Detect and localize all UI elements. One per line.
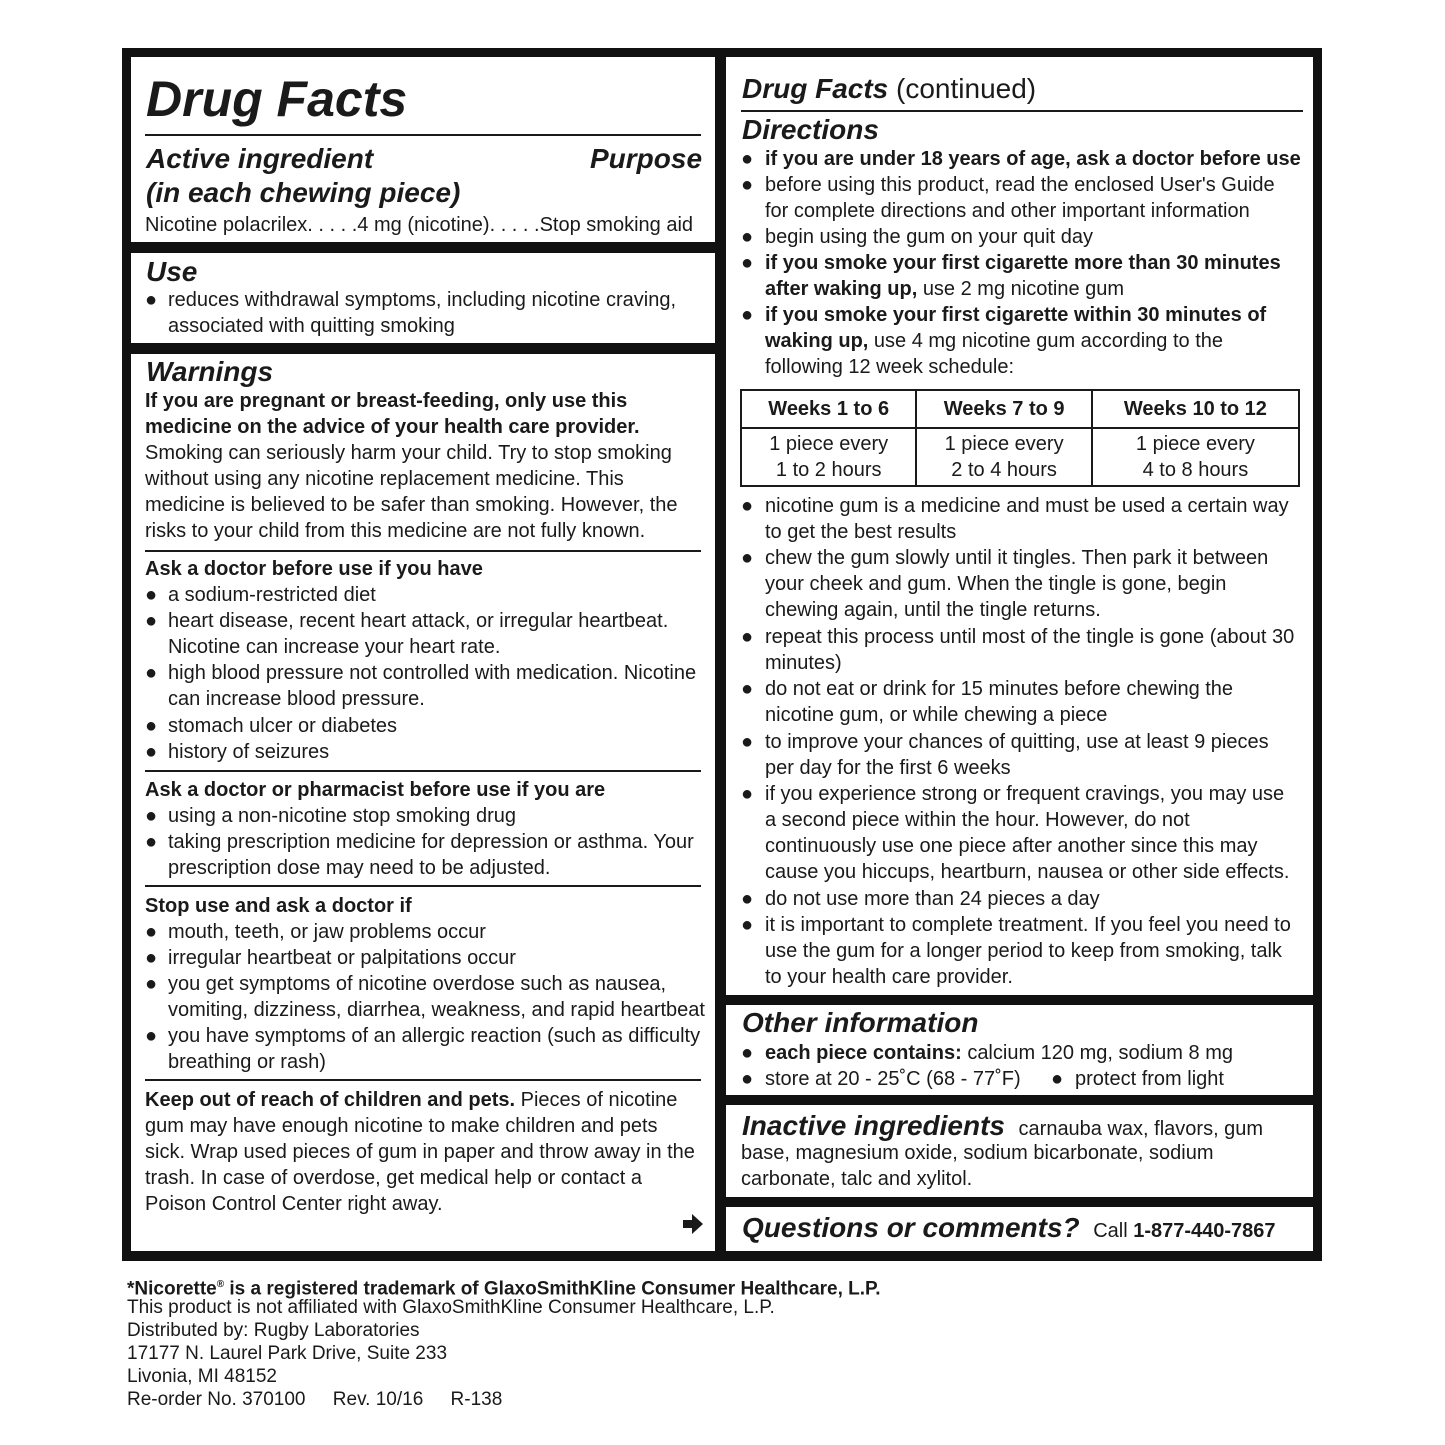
- schedule-cell: [1092, 428, 1299, 486]
- stop-use-item: you get symptoms of nicotine overdose such as nausea,: [168, 973, 667, 995]
- use-text-2: associated with quitting smoking: [168, 315, 455, 337]
- direction-item: if you smoke your first cigarette more than 30 minutes: [765, 252, 1281, 274]
- bullet: ●: [741, 174, 754, 196]
- continued-title: [742, 72, 1036, 106]
- direction-item: chewing again, until the tingle returns.: [765, 599, 1101, 621]
- direction-item: [765, 328, 1223, 354]
- bullet: ●: [741, 626, 754, 648]
- ask-doctor-item: can increase blood pressure.: [168, 688, 425, 710]
- use-heading: Use: [146, 256, 198, 287]
- direction-item: per day for the first 6 weeks: [765, 757, 1011, 779]
- direction-item: chew the gum slowly until it tingles. Then park it between: [765, 547, 1269, 569]
- direction-item: nicotine gum is a medicine and must be used a certain way: [765, 495, 1289, 517]
- inactive-heading: Inactive ingredients: [742, 1110, 1005, 1141]
- bullet: ●: [145, 610, 158, 632]
- other-info-bold: each piece contains:: [765, 1042, 962, 1064]
- bullet: ●: [145, 973, 158, 995]
- bullet: ●: [741, 226, 754, 248]
- schedule-cell-line: 1 to 2 hours: [775, 459, 882, 481]
- direction-item: following 12 week schedule:: [765, 356, 1015, 378]
- direction-item: to improve your chances of quitting, use at least 9 pieces: [765, 731, 1269, 753]
- direction-text: use 2 mg nicotine gum: [922, 278, 1125, 300]
- bullet: ●: [145, 831, 158, 853]
- keep-out-line: Poison Control Center right away.: [145, 1193, 443, 1215]
- active-ingredient-heading-2: (in each chewing piece): [146, 177, 461, 208]
- inactive-line: base, magnesium oxide, sodium bicarbonate, sodium: [741, 1142, 1214, 1164]
- pregnant-text-4: risks to your child from this medicine are not fully known.: [145, 520, 646, 542]
- pregnant-text-2: without using any nicotine replacement medicine. This: [145, 468, 624, 490]
- divider: [145, 770, 701, 772]
- direction-item: it is important to complete treatment. If you feel you need to: [765, 914, 1291, 936]
- dosing-schedule-table: [740, 389, 1300, 487]
- phone-number: 1-877-440-7867: [1133, 1220, 1276, 1242]
- footer-line: 17177 N. Laurel Park Drive, Suite 233: [127, 1343, 448, 1364]
- trademark-text: is a registered trademark of GlaxoSmithKline Consumer Healthcare, L.P.: [224, 1278, 881, 1300]
- bullet: ●: [145, 662, 158, 684]
- bullet: ●: [145, 289, 158, 311]
- table-row: [741, 428, 1299, 486]
- drug-facts-title: Drug Facts: [146, 71, 408, 127]
- bullet: ●: [741, 783, 754, 805]
- direction-item: continuously use one piece after another since this may: [765, 835, 1258, 857]
- keep-out-line-1: [145, 1087, 677, 1113]
- keep-out-line: sick. Wrap used pieces of gum in paper and throw away in the: [145, 1141, 695, 1163]
- direction-item: to get the best results: [765, 521, 957, 543]
- continue-arrow-icon: [682, 1212, 704, 1236]
- pregnant-text-1: Smoking can seriously harm your child. Try to stop smoking: [145, 442, 672, 464]
- registered-mark: ®: [216, 1279, 225, 1290]
- ask-doctor-item: stomach ulcer or diabetes: [168, 715, 398, 737]
- pregnant-warning-1: If you are pregnant or breast-feeding, only use this: [145, 390, 628, 412]
- inactive-line: carbonate, talc and xylitol.: [741, 1168, 973, 1190]
- bullet: ●: [741, 914, 754, 936]
- other-info-item: [765, 1040, 1233, 1066]
- direction-item: cause you hiccups, heartburn, nausea or other side effects.: [765, 861, 1290, 883]
- direction-item: if you are under 18 years of age, ask a doctor before use: [765, 148, 1301, 170]
- direction-item: to your health care provider.: [765, 966, 1013, 988]
- purpose-heading: Purpose: [590, 143, 703, 174]
- schedule-cell: [916, 428, 1091, 486]
- reorder-number: Re-order No. 370100: [127, 1389, 306, 1410]
- bullet: ●: [741, 304, 754, 326]
- revision-code: R-138: [450, 1389, 503, 1410]
- divider: [145, 1079, 701, 1081]
- ask-pharmacist-heading: Ask a doctor or pharmacist before use if you are: [145, 779, 606, 801]
- keep-out-line: trash. In case of overdose, get medical help or contact a: [145, 1167, 642, 1189]
- keep-out-line: gum may have enough nicotine to make children and pets: [145, 1115, 658, 1137]
- bullet: ●: [145, 584, 158, 606]
- bullet: ●: [145, 715, 158, 737]
- schedule-cell-line: 1 piece every: [1135, 433, 1255, 455]
- ask-doctor-item: a sodium-restricted diet: [168, 584, 376, 606]
- ask-pharmacist-item: taking prescription medicine for depression or asthma. Your: [168, 831, 694, 853]
- direction-item: do not use more than 24 pieces a day: [765, 888, 1100, 910]
- other-info-item: store at 20 - 25˚C (68 - 77˚F): [765, 1068, 1021, 1090]
- direction-item: minutes): [765, 652, 842, 674]
- call-label: Call: [1093, 1220, 1128, 1242]
- direction-item: begin using the gum on your quit day: [765, 226, 1093, 248]
- continued-rule: [741, 110, 1303, 112]
- bullet: ●: [145, 1025, 158, 1047]
- bullet: ●: [741, 731, 754, 753]
- title-rule: [145, 134, 701, 136]
- inactive-text: carnauba wax, flavors, gum: [1018, 1118, 1264, 1140]
- continued-title-main: Drug Facts: [742, 73, 889, 104]
- other-info-item: protect from light: [1075, 1068, 1224, 1090]
- stop-use-heading: Stop use and ask a doctor if: [145, 895, 412, 917]
- stop-use-item: mouth, teeth, or jaw problems occur: [168, 921, 486, 943]
- warnings-heading: Warnings: [146, 356, 274, 387]
- stop-use-item: breathing or rash): [168, 1051, 326, 1073]
- bullet: ●: [741, 148, 754, 170]
- footer-line: This product is not affiliated with GlaxoSmithKline Consumer Healthcare, L.P.: [127, 1297, 775, 1318]
- bullet: ●: [145, 805, 158, 827]
- direction-item: nicotine gum, or while chewing a piece: [765, 704, 1108, 726]
- stop-use-item: vomiting, dizziness, diarrhea, weakness, and rapid heartbeat: [168, 999, 705, 1021]
- schedule-cell-line: 1 piece every: [769, 433, 889, 455]
- ask-doctor-item: heart disease, recent heart attack, or irregular heartbeat.: [168, 610, 669, 632]
- stop-use-item: irregular heartbeat or palpitations occur: [168, 947, 516, 969]
- reorder-line: [127, 1389, 502, 1411]
- ask-pharmacist-item: prescription dose may need to be adjusted.: [168, 857, 551, 879]
- pregnant-warning-2: medicine on the advice of your health care provider.: [145, 416, 640, 438]
- revision: Rev. 10/16: [332, 1389, 424, 1410]
- active-ingredient-heading: Active ingredient: [146, 143, 374, 174]
- schedule-cell-line: 1 piece every: [944, 433, 1064, 455]
- bullet: ●: [741, 495, 754, 517]
- direction-text: use 4 mg nicotine gum according to the: [873, 330, 1223, 352]
- keep-out-text: Pieces of nicotine: [520, 1089, 678, 1111]
- schedule-cell-line: 2 to 4 hours: [951, 459, 1057, 481]
- divider: [145, 550, 701, 552]
- other-info-text: calcium 120 mg, sodium 8 mg: [967, 1042, 1233, 1064]
- direction-item: use the gum for a longer period to keep from smoking, talk: [765, 940, 1282, 962]
- bullet: ●: [741, 678, 754, 700]
- ask-pharmacist-item: using a non-nicotine stop smoking drug: [168, 805, 516, 827]
- ask-doctor-item: Nicotine can increase your heart rate.: [168, 636, 501, 658]
- direction-item: for complete directions and other important information: [765, 200, 1250, 222]
- schedule-cell-line: 4 to 8 hours: [1142, 459, 1249, 481]
- ask-doctor-item: history of seizures: [168, 741, 330, 763]
- direction-bold: waking up,: [765, 330, 869, 352]
- bullet: ●: [1051, 1068, 1064, 1090]
- footer-line: Livonia, MI 48152: [127, 1366, 277, 1387]
- questions-heading: Questions or comments?: [742, 1212, 1080, 1243]
- direction-item: your cheek and gum. When the tingle is gone, begin: [765, 573, 1227, 595]
- ingredient-line: Nicotine polacrilex. . . . .4 mg (nicotine). . . . .Stop smoking aid: [145, 214, 694, 236]
- schedule-header: Weeks 10 to 12: [1092, 390, 1299, 428]
- continued-suffix: (continued): [896, 73, 1037, 104]
- keep-out-bold: Keep out of reach of children and pets.: [145, 1089, 516, 1111]
- direction-item: repeat this process until most of the tingle is gone (about 30: [765, 626, 1295, 648]
- bullet: ●: [145, 921, 158, 943]
- schedule-header: Weeks 7 to 9: [916, 390, 1091, 428]
- bullet: ●: [145, 947, 158, 969]
- direction-item: if you smoke your first cigarette within 30 minutes of: [765, 304, 1267, 326]
- bullet: ●: [741, 888, 754, 910]
- bullet: ●: [741, 1068, 754, 1090]
- ask-doctor-heading: Ask a doctor before use if you have: [145, 558, 483, 580]
- pregnant-text-3: medicine is believed to be safer than smoking. However, the: [145, 494, 678, 516]
- bullet: ●: [741, 547, 754, 569]
- schedule-cell: [741, 428, 916, 486]
- direction-item: [765, 276, 1124, 302]
- schedule-header: Weeks 1 to 6: [741, 390, 916, 428]
- direction-item: before using this product, read the enclosed User's Guide: [765, 174, 1275, 196]
- table-row: [741, 390, 1299, 428]
- directions-heading: Directions: [742, 114, 879, 145]
- direction-item: if you experience strong or frequent cravings, you may use: [765, 783, 1285, 805]
- other-info-heading: Other information: [742, 1007, 979, 1038]
- bullet: ●: [145, 741, 158, 763]
- direction-item: a second piece within the hour. However, do not: [765, 809, 1190, 831]
- direction-item: do not eat or drink for 15 minutes before chewing the: [765, 678, 1234, 700]
- trademark-brand: *Nicorette: [127, 1278, 217, 1300]
- questions-line: [742, 1210, 1276, 1249]
- stop-use-item: you have symptoms of an allergic reaction (such as difficulty: [168, 1025, 701, 1047]
- bullet: ●: [741, 1042, 754, 1064]
- bullet: ●: [741, 252, 754, 274]
- direction-bold: after waking up,: [765, 278, 918, 300]
- footer-line: Distributed by: Rugby Laboratories: [127, 1320, 420, 1341]
- use-text-1: reduces withdrawal symptoms, including nicotine craving,: [168, 289, 677, 311]
- divider: [145, 885, 701, 887]
- ask-doctor-item: high blood pressure not controlled with medication. Nicotine: [168, 662, 697, 684]
